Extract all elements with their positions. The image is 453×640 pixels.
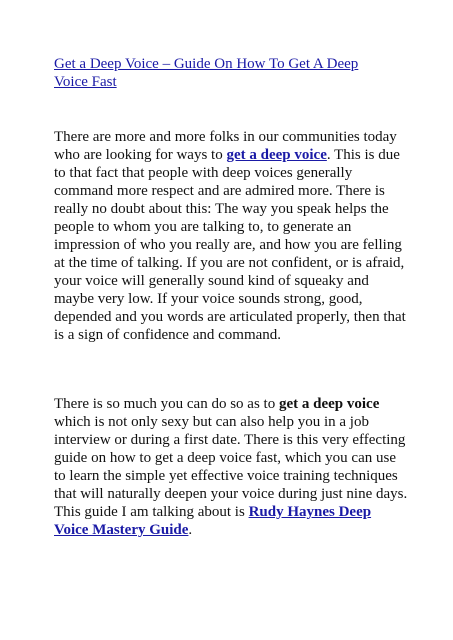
title-link[interactable]: Get a Deep Voice – Guide On How To Get A Deep Voice Fast bbox=[54, 56, 359, 90]
paragraph-guide-text-end: . bbox=[188, 522, 193, 538]
paragraph-intro-text-end: . This is due to that fact that people with deep voices generally command more respect and are admired more. There is really no doubt about this: The way you speak helps the people to whom you are talking to, to generate an impression of who you really are, and how you are felling at the time of talking. If you are not confident, or is afraid, your voice will generally sound kind of squeaky and maybe very low. If your voice sounds strong, good, depended and you words are articulated properly, then that is a sign of confidence and command. bbox=[54, 147, 406, 343]
get-a-deep-voice-bold-text: get a deep voice bbox=[278, 396, 380, 412]
deep-voice-mastery-guide-link[interactable]: Rudy Haynes Deep Voice Mastery Guide bbox=[54, 504, 372, 538]
paragraph-intro bbox=[54, 128, 408, 344]
paragraph-guide-text-start: There is so much you can do so as to bbox=[54, 396, 279, 412]
paragraph-guide bbox=[54, 395, 408, 539]
paragraph-intro-text-start: There are more and more folks in our communities today who are looking for ways to bbox=[54, 129, 397, 163]
get-a-deep-voice-link[interactable]: get a deep voice bbox=[226, 147, 327, 163]
paragraph-guide-text-middle: which is not only sexy but can also help you in a job interview or during a first date. There is this very effecting guide on how to get a deep voice fast, which you can use to learn the simple yet effective voice training techniques that will naturally deepen your voice during just nine days. This guide I am talking about is bbox=[54, 414, 408, 520]
